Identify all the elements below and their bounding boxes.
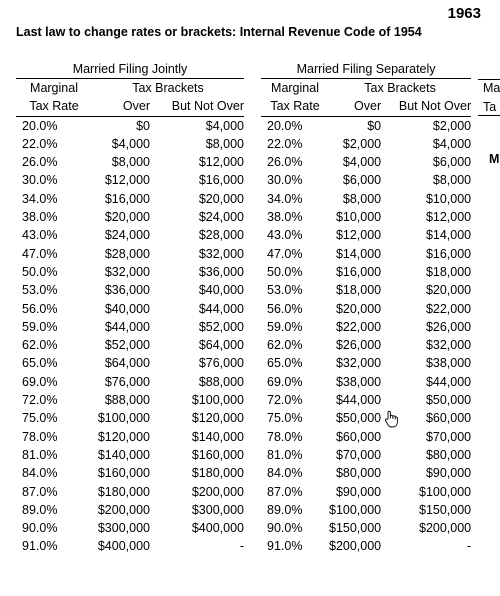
table-row (261, 281, 471, 299)
bracket-over-cell: $4,000 (342, 155, 382, 170)
marginal-rate-cell: 20.0% (22, 118, 58, 133)
table-row (16, 501, 244, 519)
marginal-rate-cell: 26.0% (22, 155, 58, 170)
table-row (261, 116, 471, 135)
marginal-rate-cell: 43.0% (22, 228, 58, 243)
table-row (261, 464, 471, 482)
marginal-rate-cell: 75.0% (22, 411, 58, 426)
table-row (16, 263, 244, 281)
marginal-rate-cell: 87.0% (267, 484, 303, 499)
table-row (261, 190, 471, 208)
cut-off-marginal-fragment: Ma (483, 81, 500, 95)
bracket-not-over-cell: $44,000 (198, 301, 244, 316)
marginal-rate-cell: 53.0% (22, 283, 58, 298)
bracket-over-cell: $44,000 (104, 319, 150, 334)
marginal-rate-cell: 65.0% (267, 356, 303, 371)
bracket-not-over-cell: $4,000 (432, 136, 472, 151)
bracket-not-over-cell: $36,000 (198, 264, 244, 279)
table-row (16, 318, 244, 336)
table-row (261, 336, 471, 354)
bracket-not-over-cell: $70,000 (425, 429, 472, 444)
bracket-not-over-cell: $18,000 (425, 264, 472, 279)
bracket-not-over-cell: $76,000 (198, 356, 244, 371)
marginal-rate-cell: 56.0% (22, 301, 58, 316)
table-row (261, 135, 471, 153)
table-row (261, 483, 471, 501)
bracket-over-cell: $40,000 (104, 301, 150, 316)
bracket-not-over-cell: $90,000 (425, 466, 472, 481)
table-row (16, 464, 244, 482)
bracket-over-cell: $28,000 (104, 246, 150, 261)
marginal-rate-cell: 89.0% (267, 502, 303, 517)
bracket-over-cell: $32,000 (335, 356, 382, 371)
marginal-rate-cell: 69.0% (267, 374, 303, 389)
table-row (261, 519, 471, 537)
marginal-rate-cell: 69.0% (22, 374, 58, 389)
bracket-over-cell: $140,000 (97, 447, 150, 462)
bracket-over-cell: $36,000 (104, 283, 150, 298)
table-row (16, 281, 244, 299)
table-row (261, 300, 471, 318)
bracket-over-cell: $60,000 (335, 429, 382, 444)
marginal-rate-cell: 47.0% (22, 246, 58, 261)
bracket-not-over-cell: $8,000 (432, 173, 472, 188)
bracket-over-cell: $90,000 (335, 484, 382, 499)
table-row (261, 391, 471, 409)
marginal-rate-cell: 50.0% (267, 264, 303, 279)
table-row (16, 116, 244, 135)
bracket-not-over-cell: $64,000 (198, 338, 244, 353)
marginal-rate-cell: 47.0% (267, 246, 303, 261)
table-row (16, 519, 244, 537)
bracket-not-over-cell: $200,000 (191, 484, 244, 499)
bracket-not-over-cell: $12,000 (425, 210, 472, 225)
marginal-rate-cell: 43.0% (267, 228, 303, 243)
marginal-rate-cell: 38.0% (22, 210, 58, 225)
bracket-over-cell: $0 (367, 118, 382, 133)
col-header-tax-rate: Tax Rate (261, 97, 329, 116)
year-label: 1963 (447, 5, 481, 22)
schedule-title: Married Filing Separately (261, 61, 471, 79)
table-married-filing-jointly (16, 61, 244, 556)
hand-pointer-icon (383, 410, 399, 433)
bracket-not-over-cell: $88,000 (198, 374, 244, 389)
table-row (16, 245, 244, 263)
col-header-marginal: Marginal (30, 81, 78, 95)
table-row (261, 537, 471, 555)
marginal-rate-cell: 59.0% (22, 319, 58, 334)
marginal-rate-cell: 62.0% (267, 338, 303, 353)
bracket-not-over-cell: $160,000 (191, 447, 244, 462)
table-married-filing-separately (261, 61, 471, 556)
table-row (261, 171, 471, 189)
table-row (16, 354, 244, 372)
bracket-over-cell: $8,000 (342, 191, 382, 206)
bracket-not-over-cell: $22,000 (425, 301, 472, 316)
marginal-rate-cell: 90.0% (22, 521, 58, 536)
bracket-over-cell: $400,000 (97, 539, 150, 554)
table-row (16, 135, 244, 153)
marginal-rate-cell: 56.0% (267, 301, 303, 316)
col-header-tax-rate: Tax Rate (16, 97, 92, 116)
bracket-over-cell: $32,000 (104, 264, 150, 279)
bracket-not-over-cell: $6,000 (432, 155, 472, 170)
bracket-not-over-cell: $10,000 (425, 191, 472, 206)
bracket-not-over-cell: $8,000 (205, 136, 244, 151)
marginal-rate-cell: 84.0% (267, 466, 303, 481)
marginal-rate-cell: 90.0% (267, 521, 303, 536)
table-row (261, 226, 471, 244)
marginal-rate-cell: 72.0% (22, 393, 58, 408)
bracket-over-cell: $18,000 (335, 283, 382, 298)
marginal-rate-cell: 78.0% (22, 429, 58, 444)
bracket-over-cell: $26,000 (335, 338, 382, 353)
bracket-not-over-cell: $52,000 (198, 319, 244, 334)
bracket-not-over-cell: $150,000 (419, 502, 472, 517)
table-row (16, 391, 244, 409)
table-row (16, 373, 244, 391)
bracket-not-over-cell: $200,000 (419, 521, 472, 536)
table-row (16, 300, 244, 318)
bracket-not-over-cell: $20,000 (198, 191, 244, 206)
bracket-over-cell: $120,000 (97, 429, 150, 444)
bracket-not-over-cell: $180,000 (191, 466, 244, 481)
bracket-over-cell: $6,000 (342, 173, 382, 188)
marginal-rate-cell: 34.0% (267, 191, 303, 206)
bracket-over-cell: $16,000 (335, 264, 382, 279)
table-row (16, 483, 244, 501)
bracket-over-cell: $12,000 (335, 228, 382, 243)
bracket-over-cell: $64,000 (104, 356, 150, 371)
table-row (261, 354, 471, 372)
table-row (261, 153, 471, 171)
col-header-over: Over (329, 97, 387, 116)
bracket-over-cell: $24,000 (104, 228, 150, 243)
table-row (16, 336, 244, 354)
marginal-rate-cell: 26.0% (267, 155, 303, 170)
marginal-rate-cell: 84.0% (22, 466, 58, 481)
table-row (261, 318, 471, 336)
bracket-over-cell: $300,000 (97, 521, 150, 536)
table-row (261, 208, 471, 226)
bracket-over-cell: $22,000 (335, 319, 382, 334)
bracket-over-cell: $52,000 (104, 338, 150, 353)
bracket-not-over-cell: $20,000 (425, 283, 472, 298)
bracket-not-over-cell: $14,000 (425, 228, 472, 243)
marginal-rate-cell: 22.0% (22, 136, 58, 151)
table-row (16, 171, 244, 189)
bracket-over-cell: $50,000 (335, 411, 382, 426)
col-header-tax-brackets: Tax Brackets (364, 81, 436, 95)
table-row (16, 208, 244, 226)
marginal-rate-cell: 59.0% (267, 319, 303, 334)
bracket-over-cell: $10,000 (335, 210, 382, 225)
col-header-but-not-over: But Not Over (156, 97, 244, 116)
bracket-over-cell: $150,000 (329, 521, 382, 536)
cut-off-tax-rate-fragment: Ta (483, 99, 497, 114)
marginal-rate-cell: 34.0% (22, 191, 58, 206)
col-header-over: Over (92, 97, 156, 116)
table-row (16, 446, 244, 464)
marginal-rate-cell: 62.0% (22, 338, 58, 353)
bracket-over-cell: $16,000 (104, 191, 150, 206)
marginal-rate-cell: 50.0% (22, 264, 58, 279)
bracket-over-cell: $12,000 (104, 173, 150, 188)
table-row (261, 373, 471, 391)
bracket-not-over-cell: $80,000 (425, 447, 472, 462)
bracket-over-cell: $200,000 (97, 502, 150, 517)
bracket-not-over-cell: $120,000 (191, 411, 244, 426)
table-row (261, 446, 471, 464)
bracket-not-over-cell: $100,000 (191, 393, 244, 408)
marginal-rate-cell: 87.0% (22, 484, 58, 499)
bracket-not-over-cell: $140,000 (191, 429, 244, 444)
table-row (261, 428, 471, 446)
bracket-not-over-cell: $16,000 (198, 173, 244, 188)
schedule-title: Married Filing Jointly (16, 61, 244, 79)
bracket-not-over-cell: $300,000 (191, 502, 244, 517)
table-row (16, 537, 244, 555)
bracket-not-over-cell: $400,000 (191, 521, 244, 536)
bracket-over-cell: $160,000 (97, 466, 150, 481)
bracket-over-cell: $8,000 (111, 155, 150, 170)
bracket-over-cell: $20,000 (104, 210, 150, 225)
bracket-not-over-cell: $44,000 (425, 374, 472, 389)
table-row (261, 501, 471, 519)
bracket-not-over-cell: $4,000 (205, 118, 244, 133)
bracket-over-cell: $14,000 (335, 246, 382, 261)
bracket-over-cell: $4,000 (111, 136, 150, 151)
bracket-not-over-cell: $2,000 (432, 118, 472, 133)
marginal-rate-cell: 78.0% (267, 429, 303, 444)
table-row (261, 245, 471, 263)
bracket-over-cell: $100,000 (97, 411, 150, 426)
bracket-not-over-cell: $50,000 (425, 393, 472, 408)
bracket-over-cell: $70,000 (335, 447, 382, 462)
table-row (16, 153, 244, 171)
cut-off-next-table (478, 79, 500, 119)
bracket-not-over-cell: $32,000 (198, 246, 244, 261)
bracket-not-over-cell: $38,000 (425, 356, 472, 371)
bracket-not-over-cell: $28,000 (198, 228, 244, 243)
bracket-not-over-cell: - (466, 539, 472, 554)
marginal-rate-cell: 89.0% (22, 502, 58, 517)
bracket-over-cell: $44,000 (335, 393, 382, 408)
col-header-marginal: Marginal (271, 81, 319, 95)
table-row (261, 263, 471, 281)
cut-off-row-fragment: M (489, 152, 500, 166)
marginal-rate-cell: 91.0% (267, 539, 303, 554)
bracket-over-cell: $76,000 (104, 374, 150, 389)
bracket-not-over-cell: $12,000 (198, 155, 244, 170)
table-row (16, 190, 244, 208)
bracket-not-over-cell: $26,000 (425, 319, 472, 334)
marginal-rate-cell: 20.0% (267, 118, 303, 133)
law-title: Last law to change rates or brackets: Internal Revenue Code of 1954 (16, 25, 422, 39)
bracket-not-over-cell: - (239, 539, 244, 554)
marginal-rate-cell: 30.0% (22, 173, 58, 188)
bracket-not-over-cell: $16,000 (425, 246, 472, 261)
table-row (16, 226, 244, 244)
bracket-not-over-cell: $60,000 (425, 411, 472, 426)
bracket-not-over-cell: $40,000 (198, 283, 244, 298)
table-row (261, 409, 471, 427)
bracket-over-cell: $180,000 (97, 484, 150, 499)
marginal-rate-cell: 81.0% (267, 447, 303, 462)
marginal-rate-cell: 65.0% (22, 356, 58, 371)
bracket-over-cell: $80,000 (335, 466, 382, 481)
bracket-not-over-cell: $32,000 (425, 338, 472, 353)
bracket-over-cell: $200,000 (329, 539, 382, 554)
marginal-rate-cell: 72.0% (267, 393, 303, 408)
table-row (16, 428, 244, 446)
bracket-over-cell: $20,000 (335, 301, 382, 316)
marginal-rate-cell: 81.0% (22, 447, 58, 462)
bracket-over-cell: $2,000 (342, 136, 382, 151)
bracket-not-over-cell: $100,000 (419, 484, 472, 499)
table-row (16, 409, 244, 427)
bracket-over-cell: $38,000 (335, 374, 382, 389)
marginal-rate-cell: 91.0% (22, 539, 58, 554)
col-header-but-not-over: But Not Over (387, 97, 471, 116)
marginal-rate-cell: 75.0% (267, 411, 303, 426)
bracket-over-cell: $88,000 (104, 393, 150, 408)
marginal-rate-cell: 22.0% (267, 136, 303, 151)
marginal-rate-cell: 30.0% (267, 173, 303, 188)
bracket-over-cell: $100,000 (329, 502, 382, 517)
bracket-over-cell: $0 (136, 118, 150, 133)
marginal-rate-cell: 53.0% (267, 283, 303, 298)
bracket-not-over-cell: $24,000 (198, 210, 244, 225)
col-header-tax-brackets: Tax Brackets (132, 81, 204, 95)
marginal-rate-cell: 38.0% (267, 210, 303, 225)
